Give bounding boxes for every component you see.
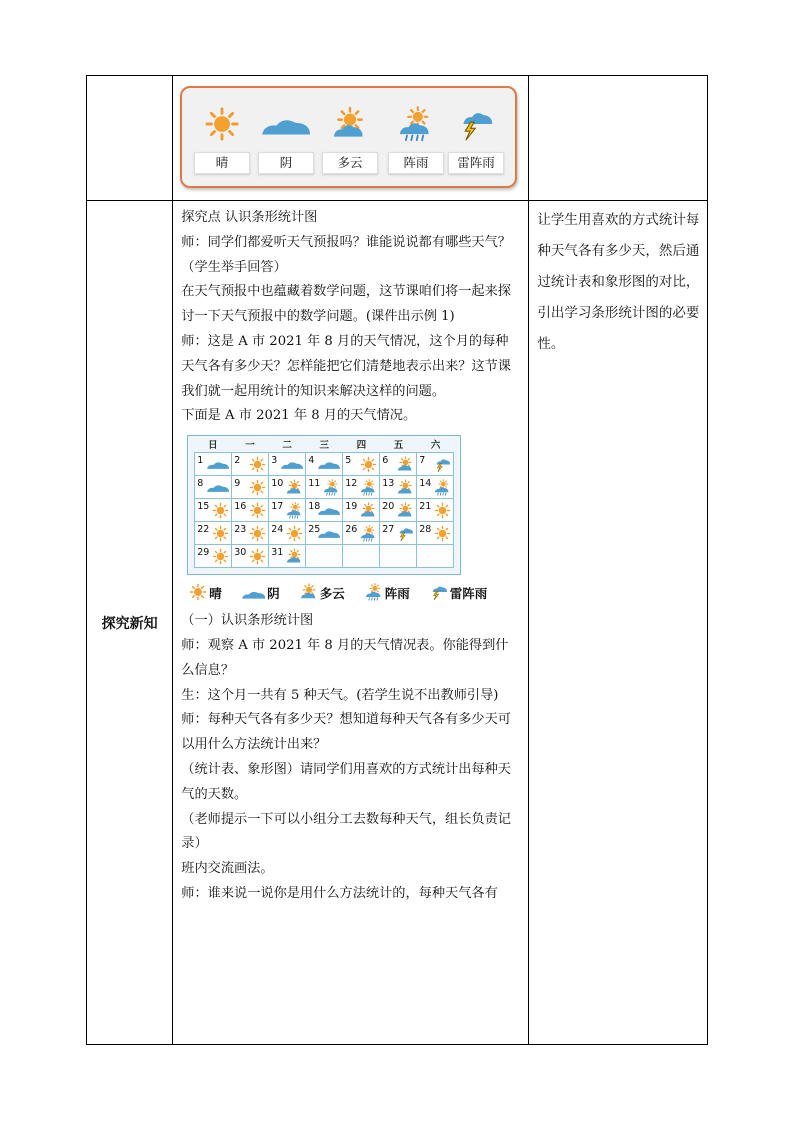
- calendar-day: [417, 453, 454, 476]
- weekday-label: 五: [393, 440, 404, 452]
- sun-icon: [360, 456, 377, 477]
- calendar-day: [232, 522, 269, 545]
- calendar-grid: [194, 452, 454, 568]
- day-number: 19: [345, 501, 358, 513]
- calendar-day: [306, 499, 343, 522]
- day-number: 5: [345, 455, 352, 467]
- partly-cloudy-icon: [360, 502, 377, 523]
- lesson-content-cell: [173, 201, 529, 1045]
- shower-icon: [323, 479, 340, 500]
- legend-label: 晴: [209, 586, 222, 602]
- day-number: 31: [271, 547, 284, 559]
- calendar-day: [232, 499, 269, 522]
- shower-icon: [360, 525, 377, 546]
- legend-item: [189, 583, 222, 605]
- sun-icon: [189, 583, 209, 605]
- day-number: 7: [419, 455, 426, 467]
- sun-icon: [212, 502, 229, 523]
- section-label: 探究新知: [87, 201, 173, 1045]
- day-number: 28: [419, 524, 432, 536]
- day-number: 25: [308, 524, 321, 536]
- day-number: 1: [197, 455, 204, 467]
- legend-label: 多云: [319, 586, 345, 602]
- banner-item: [256, 106, 316, 174]
- day-number: 10: [271, 478, 284, 490]
- banner-label: 雷阵雨: [448, 152, 504, 174]
- cloud-icon: [318, 456, 340, 474]
- day-number: 26: [345, 524, 358, 536]
- day-number: 2: [234, 455, 241, 467]
- sun-icon: [212, 548, 229, 569]
- sun-icon: [249, 502, 266, 523]
- lesson-paragraph: 班内交流画法。: [181, 861, 274, 877]
- weather-legend: [189, 583, 521, 605]
- day-number: 8: [197, 478, 204, 490]
- shower-icon: [365, 583, 385, 605]
- thunderstorm-icon: [397, 525, 414, 546]
- legend-label: 阵雨: [384, 586, 410, 602]
- legend-item: [430, 583, 488, 605]
- lesson-plan-table: [86, 75, 708, 1045]
- legend-item: [365, 583, 410, 605]
- day-number: 14: [419, 478, 432, 490]
- banner-item: [320, 106, 380, 174]
- day-number: 17: [271, 501, 284, 513]
- calendar-day: [343, 476, 380, 499]
- shower-icon: [386, 106, 446, 146]
- weather-types-banner: [180, 86, 517, 188]
- calendar-day: [195, 499, 232, 522]
- legend-label: 雷阵雨: [449, 586, 488, 602]
- sun-icon: [434, 502, 451, 523]
- calendar-day: [269, 545, 306, 568]
- banner-item: [192, 106, 252, 174]
- sun-icon: [434, 525, 451, 546]
- day-number: 24: [271, 524, 284, 536]
- lesson-subheading: （一）认识条形统计图: [181, 613, 314, 629]
- cloud-icon: [318, 525, 340, 543]
- day-number: 20: [382, 501, 395, 513]
- day-number: 29: [197, 547, 210, 559]
- sun-icon: [249, 525, 266, 546]
- weekday-label: 日: [208, 440, 218, 452]
- weekday-label: 六: [430, 440, 441, 452]
- lesson-heading: 探究点 认识条形统计图: [181, 210, 318, 225]
- thunderstorm-icon: [434, 456, 451, 477]
- calendar-day: [195, 453, 232, 476]
- thunderstorm-icon: [446, 106, 506, 146]
- lesson-paragraph: 师：这是 A 市 2021 年 8 月的天气情况，这个月的每种天气各有多少天？怎样能把它们清楚地表示出来？这节课我们就一起用统计的知识来解决这样的问题。: [181, 333, 511, 399]
- calendar-day: [232, 453, 269, 476]
- lesson-paragraph: （老师提示一下可以小组分工去数每种天气，组长负责记录）: [181, 811, 511, 852]
- calendar-day: [269, 522, 306, 545]
- day-number: 6: [382, 455, 389, 467]
- partly-cloudy-icon: [320, 106, 380, 146]
- calendar-day: [343, 545, 380, 568]
- calendar-day: [306, 476, 343, 499]
- lesson-paragraph: 师：每种天气各有多少天？想知道每种天气各有多少天可以用什么方法统计出来？: [181, 712, 511, 753]
- calendar-day: [269, 453, 306, 476]
- legend-item: [300, 583, 345, 605]
- day-number: 16: [234, 501, 247, 513]
- banner-label: 阵雨: [388, 152, 444, 174]
- cloud-icon: [281, 456, 303, 474]
- partly-cloudy-icon: [397, 502, 414, 523]
- partly-cloudy-icon: [300, 583, 320, 605]
- calendar-day: [232, 545, 269, 568]
- legend-item: [242, 583, 280, 605]
- empty-label-cell: [87, 76, 173, 201]
- design-note: 让学生用喜欢的方式统计每种天气各有多少天，然后通过统计表和象形图的对比，引出学习条形统计图的必要性。: [537, 212, 700, 352]
- cloud-icon: [207, 456, 229, 474]
- sun-icon: [249, 479, 266, 500]
- day-number: 12: [345, 478, 358, 490]
- day-number: 4: [308, 455, 315, 467]
- calendar-day: [417, 499, 454, 522]
- calendar-day: [306, 522, 343, 545]
- calendar-day: [343, 522, 380, 545]
- banner-item: [446, 106, 506, 174]
- day-number: 27: [382, 524, 395, 536]
- calendar-day: [380, 545, 417, 568]
- sun-icon: [249, 456, 266, 477]
- lesson-paragraph: 在天气预报中也蕴藏着数学问题，这节课咱们将一起来探讨一下天气预报中的数学问题。(课件出示例 1): [181, 284, 511, 325]
- lesson-paragraph: 师：谁来说一说你是用什么方法统计的，每种天气各有: [181, 885, 498, 901]
- weekday-label: 四: [356, 440, 367, 452]
- lesson-paragraph: （统计表、象形图）请同学们用喜欢的方式统计出每种天气的天数。: [181, 761, 511, 802]
- cloud-icon: [207, 479, 229, 497]
- calendar-day: [306, 545, 343, 568]
- calendar-day: [380, 522, 417, 545]
- calendar-day: [380, 453, 417, 476]
- empty-note-cell: [529, 76, 708, 201]
- calendar-day: [343, 499, 380, 522]
- day-number: 22: [197, 524, 210, 536]
- calendar-day: [232, 476, 269, 499]
- day-number: 21: [419, 501, 432, 513]
- calendar-day: [417, 522, 454, 545]
- partly-cloudy-icon: [397, 479, 414, 500]
- calendar-day: [269, 476, 306, 499]
- day-number: 23: [234, 524, 247, 536]
- calendar-day: [380, 476, 417, 499]
- calendar-day: [380, 499, 417, 522]
- partly-cloudy-icon: [397, 456, 414, 477]
- calendar-day: [417, 476, 454, 499]
- cloud-icon: [318, 502, 340, 520]
- calendar-day: [343, 453, 380, 476]
- banner-label: 晴: [194, 152, 250, 174]
- lesson-paragraph: 师：同学们都爱听天气预报吗？谁能说说都有哪些天气？（学生举手回答）: [181, 234, 511, 275]
- calendar-day: [195, 522, 232, 545]
- lesson-paragraph: 师：观察 A 市 2021 年 8 月的天气情况表。你能得到什么信息？: [181, 637, 509, 678]
- weekday-label: 二: [282, 440, 292, 452]
- day-number: 15: [197, 501, 210, 513]
- shower-icon: [360, 479, 377, 500]
- cloud-icon: [242, 585, 267, 603]
- day-number: 9: [234, 478, 241, 490]
- banner-item: [386, 106, 446, 174]
- banner-label: 多云: [322, 152, 378, 174]
- day-number: 13: [382, 478, 395, 490]
- calendar-day: [195, 476, 232, 499]
- thunderstorm-icon: [430, 583, 450, 605]
- legend-label: 阴: [267, 586, 280, 602]
- cloud-icon: [256, 106, 316, 146]
- partly-cloudy-icon: [286, 548, 303, 569]
- day-number: 11: [308, 478, 321, 490]
- weekday-label: 一: [245, 440, 255, 452]
- lesson-paragraph: 下面是 A 市 2021 年 8 月的天气情况。: [181, 408, 417, 424]
- day-number: 30: [234, 547, 247, 559]
- calendar-day: [195, 545, 232, 568]
- weather-calendar: [187, 435, 461, 575]
- calendar-day: [417, 545, 454, 568]
- calendar-day: [269, 499, 306, 522]
- day-number: 18: [308, 501, 321, 513]
- calendar-day: [306, 453, 343, 476]
- sun-icon: [249, 548, 266, 569]
- calendar-weekday-header: [194, 440, 454, 452]
- sun-icon: [212, 525, 229, 546]
- sun-icon: [286, 525, 303, 546]
- partly-cloudy-icon: [286, 479, 303, 500]
- design-note-cell: [529, 201, 708, 1045]
- shower-icon: [434, 479, 451, 500]
- banner-label: 阴: [258, 152, 314, 174]
- sun-icon: [192, 106, 252, 146]
- weekday-label: 三: [319, 440, 330, 452]
- day-number: 3: [271, 455, 278, 467]
- lesson-paragraph: 生：这个月一共有 5 种天气。(若学生说不出教师引导): [181, 687, 499, 703]
- shower-icon: [286, 502, 303, 523]
